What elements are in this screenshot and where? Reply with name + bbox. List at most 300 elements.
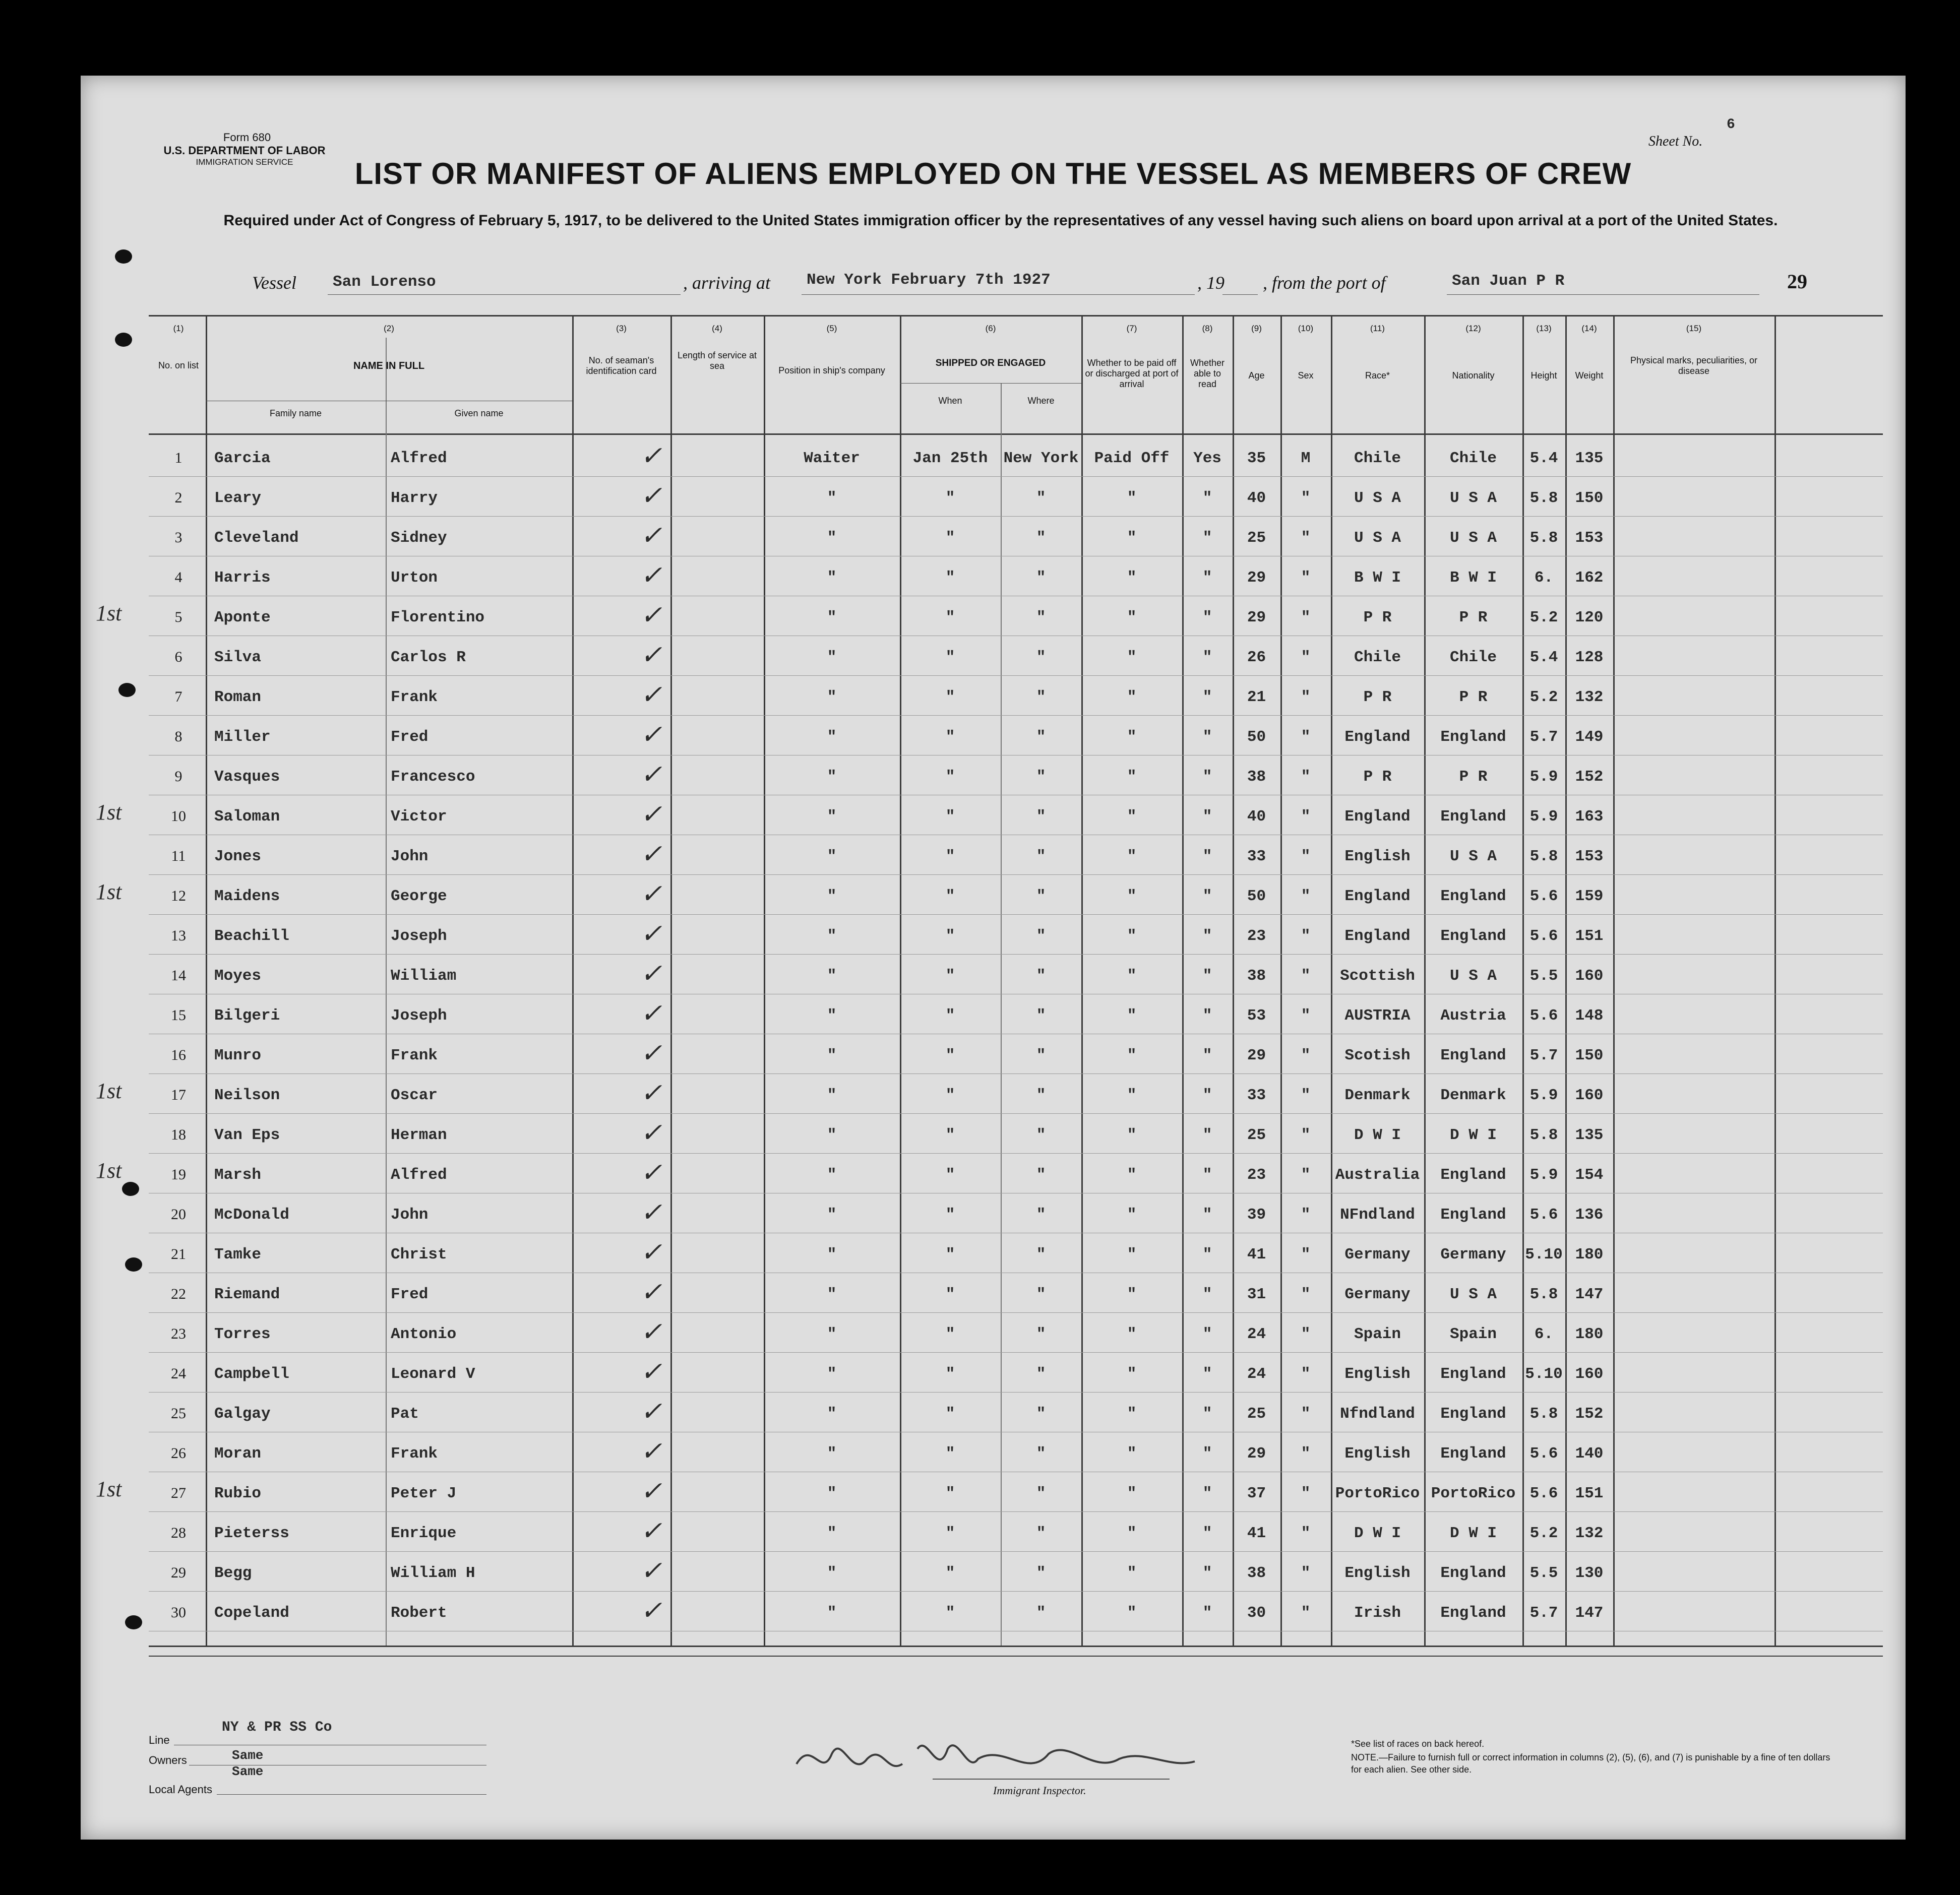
row-24-race: English <box>1344 1365 1411 1383</box>
row-14-age: 38 <box>1247 967 1266 985</box>
col-header-name: NAME IN FULL <box>353 360 425 371</box>
row-13-no: 13 <box>171 927 186 944</box>
row-26-family: Moran <box>214 1445 262 1463</box>
row-26-paid: " <box>1127 1445 1137 1463</box>
row-23-nationality: Spain <box>1449 1325 1497 1343</box>
row-15-race: AUSTRIA <box>1344 1007 1411 1025</box>
row-26-race: English <box>1344 1445 1411 1463</box>
row-14-nationality: U S A <box>1449 967 1497 985</box>
row-16-where: " <box>1036 1047 1046 1064</box>
row-19-race: Australia <box>1335 1166 1420 1184</box>
col-header-sex: Sex <box>1298 370 1314 381</box>
row-14-family: Moyes <box>214 967 262 985</box>
row-3-position: " <box>827 529 837 547</box>
row-28-position: " <box>827 1525 837 1542</box>
punch-hole <box>122 1182 139 1196</box>
row-6-where: " <box>1036 649 1046 666</box>
row-30-sex: " <box>1301 1604 1311 1622</box>
row-26-read: " <box>1202 1445 1212 1463</box>
col-header-family: Family name <box>269 408 322 418</box>
row-29-position: " <box>827 1564 837 1582</box>
row-14-weight: 160 <box>1575 967 1604 985</box>
row-23-when: " <box>945 1325 955 1343</box>
sheet-no-value: 6 <box>1727 117 1735 133</box>
row-15-age: 53 <box>1247 1007 1266 1025</box>
row-22-weight: 147 <box>1575 1286 1604 1303</box>
row-9-given: Francesco <box>391 768 475 786</box>
row-12-age: 50 <box>1247 888 1266 905</box>
col-9-number: (9) <box>1251 324 1262 333</box>
col-8-number: (8) <box>1202 324 1213 333</box>
row-15-family: Bilgeri <box>214 1007 280 1025</box>
row-21-where: " <box>1036 1246 1046 1264</box>
punch-hole <box>125 1257 142 1272</box>
row-20-read: " <box>1202 1206 1212 1224</box>
check-mark-icon: ✓ <box>640 601 662 630</box>
col-header-given: Given name <box>454 408 504 418</box>
row-24-family: Campbell <box>214 1365 289 1383</box>
row-18-race: D W I <box>1354 1126 1401 1144</box>
row-17-read: " <box>1202 1087 1212 1104</box>
check-mark-icon: ✓ <box>640 920 662 949</box>
row-17-paid: " <box>1127 1087 1137 1104</box>
row-14-sex: " <box>1301 967 1311 985</box>
check-mark-icon: ✓ <box>640 641 662 670</box>
row-14-when: " <box>945 967 955 985</box>
row-27-race: PortoRico <box>1335 1485 1420 1502</box>
row-24-weight: 160 <box>1575 1365 1604 1383</box>
row-10-where: " <box>1036 808 1046 826</box>
row-7-where: " <box>1036 688 1046 706</box>
row-18-no: 18 <box>171 1126 186 1143</box>
row-2-given: Harry <box>391 489 438 507</box>
row-10-nationality: England <box>1440 808 1506 826</box>
inspector-label: Immigrant Inspector. <box>993 1784 1086 1797</box>
row-24-sex: " <box>1301 1365 1311 1383</box>
row-30-nationality: England <box>1440 1604 1506 1622</box>
row-23-no: 23 <box>171 1325 186 1342</box>
row-5-race: P R <box>1363 609 1392 626</box>
row-5-no: 5 <box>174 609 182 625</box>
row-15-read: " <box>1202 1007 1212 1025</box>
margin-note: 1st <box>96 1477 122 1501</box>
row-21-when: " <box>945 1246 955 1264</box>
row-21-given: Christ <box>391 1246 447 1264</box>
row-28-nationality: D W I <box>1449 1525 1497 1542</box>
row-3-age: 25 <box>1247 529 1266 547</box>
row-16-nationality: England <box>1440 1047 1506 1064</box>
row-26-given: Frank <box>391 1445 438 1463</box>
service: IMMIGRATION SERVICE <box>196 157 293 167</box>
row-4-read: " <box>1202 569 1212 587</box>
row-27-family: Rubio <box>214 1485 262 1502</box>
owners-value: Same <box>232 1748 264 1763</box>
row-17-weight: 160 <box>1575 1087 1604 1104</box>
row-18-weight: 135 <box>1575 1126 1604 1144</box>
row-15-sex: " <box>1301 1007 1311 1025</box>
row-29-family: Begg <box>214 1564 252 1582</box>
row-30-weight: 147 <box>1575 1604 1604 1622</box>
check-mark-icon: ✓ <box>640 1517 662 1546</box>
row-5-position: " <box>827 609 837 626</box>
from-port: San Juan P R <box>1452 272 1565 290</box>
row-27-weight: 151 <box>1575 1485 1604 1502</box>
row-8-paid: " <box>1127 728 1137 746</box>
row-26-where: " <box>1036 1445 1046 1463</box>
col-header-paid: Whether to be paid off or discharged at port of arrival <box>1085 358 1179 389</box>
row-3-height: 5.8 <box>1529 529 1558 547</box>
row-24-age: 24 <box>1247 1365 1266 1383</box>
row-29-nationality: England <box>1440 1564 1506 1582</box>
row-11-no: 11 <box>171 848 186 864</box>
row-19-no: 19 <box>171 1166 186 1183</box>
row-30-given: Robert <box>391 1604 447 1622</box>
col-header-weight: Weight <box>1575 370 1604 381</box>
row-2-position: " <box>827 489 837 507</box>
row-11-height: 5.8 <box>1529 848 1558 865</box>
punch-hole <box>115 249 132 264</box>
row-27-nationality: PortoRico <box>1431 1485 1516 1502</box>
row-20-where: " <box>1036 1206 1046 1224</box>
col-11-number: (11) <box>1370 324 1385 333</box>
row-21-sex: " <box>1301 1246 1311 1264</box>
row-3-no: 3 <box>174 529 182 546</box>
row-26-height: 5.6 <box>1529 1445 1558 1463</box>
check-mark-icon: ✓ <box>640 960 662 988</box>
row-26-age: 29 <box>1247 1445 1266 1463</box>
row-25-family: Galgay <box>214 1405 271 1423</box>
row-6-position: " <box>827 649 837 666</box>
row-19-age: 23 <box>1247 1166 1266 1184</box>
row-18-nationality: D W I <box>1449 1126 1497 1144</box>
col-3-number: (3) <box>616 324 627 333</box>
row-6-read: " <box>1202 649 1212 666</box>
row-14-position: " <box>827 967 837 985</box>
row-25-where: " <box>1036 1405 1046 1423</box>
row-23-position: " <box>827 1325 837 1343</box>
row-1-given: Alfred <box>391 450 447 467</box>
row-10-family: Saloman <box>214 808 280 826</box>
row-26-when: " <box>945 1445 955 1463</box>
row-1-position: Waiter <box>804 450 860 467</box>
row-3-where: " <box>1036 529 1046 547</box>
row-17-sex: " <box>1301 1087 1311 1104</box>
row-15-no: 15 <box>171 1007 186 1024</box>
row-7-read: " <box>1202 688 1212 706</box>
row-25-weight: 152 <box>1575 1405 1604 1423</box>
row-7-position: " <box>827 688 837 706</box>
check-mark-icon: ✓ <box>640 721 662 749</box>
row-1-age: 35 <box>1247 450 1266 467</box>
col-header-age: Age <box>1248 370 1265 381</box>
row-6-family: Silva <box>214 649 262 666</box>
col-header-height: Height <box>1530 370 1557 381</box>
row-16-position: " <box>827 1047 837 1064</box>
row-29-race: English <box>1344 1564 1411 1582</box>
row-4-race: B W I <box>1354 569 1401 587</box>
row-22-nationality: U S A <box>1449 1286 1497 1303</box>
row-12-weight: 159 <box>1575 888 1604 905</box>
row-14-where: " <box>1036 967 1046 985</box>
row-27-sex: " <box>1301 1485 1311 1502</box>
row-22-paid: " <box>1127 1286 1137 1303</box>
row-25-read: " <box>1202 1405 1212 1423</box>
row-16-read: " <box>1202 1047 1212 1064</box>
punch-hole <box>115 333 132 347</box>
row-3-when: " <box>945 529 955 547</box>
col-4-number: (4) <box>712 324 722 333</box>
row-19-nationality: England <box>1440 1166 1506 1184</box>
row-19-sex: " <box>1301 1166 1311 1184</box>
row-21-read: " <box>1202 1246 1212 1264</box>
row-14-height: 5.5 <box>1529 967 1558 985</box>
row-11-paid: " <box>1127 848 1137 865</box>
row-11-position: " <box>827 848 837 865</box>
row-12-nationality: England <box>1440 888 1506 905</box>
row-11-where: " <box>1036 848 1046 865</box>
row-18-given: Herman <box>391 1126 447 1144</box>
col-header-physical: Physical marks, peculiarities, or disease <box>1630 355 1758 376</box>
penalty-note: NOTE.—Failure to furnish full or correct information in columns (2), (5), (6), and (7) is punishable by a fine of ten dollars for each alien. See other side. <box>1351 1752 1830 1775</box>
row-21-no: 21 <box>171 1246 186 1262</box>
row-5-when: " <box>945 609 955 626</box>
row-27-when: " <box>945 1485 955 1502</box>
vessel-label: Vessel <box>252 273 296 293</box>
row-4-given: Urton <box>391 569 438 587</box>
check-mark-icon: ✓ <box>640 561 662 590</box>
row-25-nationality: England <box>1440 1405 1506 1423</box>
row-18-when: " <box>945 1126 955 1144</box>
check-mark-icon: ✓ <box>640 1119 662 1148</box>
row-29-no: 29 <box>171 1564 186 1581</box>
row-29-height: 5.5 <box>1529 1564 1558 1582</box>
agents-value: Same <box>232 1764 264 1779</box>
check-mark-icon: ✓ <box>640 1358 662 1386</box>
arrival: New York February 7th 1927 <box>807 271 1051 289</box>
row-7-family: Roman <box>214 688 262 706</box>
row-13-nationality: England <box>1440 927 1506 945</box>
row-26-nationality: England <box>1440 1445 1506 1463</box>
row-6-race: Chile <box>1354 649 1401 666</box>
row-3-paid: " <box>1127 529 1137 547</box>
crew-table <box>81 76 1906 1840</box>
check-mark-icon: ✓ <box>640 761 662 789</box>
row-28-where: " <box>1036 1525 1046 1542</box>
row-15-paid: " <box>1127 1007 1137 1025</box>
row-11-family: Jones <box>214 848 262 865</box>
row-9-weight: 152 <box>1575 768 1604 786</box>
row-13-position: " <box>827 927 837 945</box>
row-22-given: Fred <box>391 1286 428 1303</box>
margin-note: 1st <box>96 879 122 904</box>
row-19-paid: " <box>1127 1166 1137 1184</box>
row-15-weight: 148 <box>1575 1007 1604 1025</box>
row-1-family: Garcia <box>214 450 271 467</box>
row-12-given: George <box>391 888 447 905</box>
row-25-race: Nfndland <box>1340 1405 1415 1423</box>
row-3-race: U S A <box>1354 529 1401 547</box>
inspector-signature <box>766 1724 1230 1794</box>
row-16-given: Frank <box>391 1047 438 1064</box>
row-13-family: Beachill <box>214 927 289 945</box>
check-mark-icon: ✓ <box>640 1278 662 1307</box>
row-9-position: " <box>827 768 837 786</box>
row-26-weight: 140 <box>1575 1445 1604 1463</box>
row-28-when: " <box>945 1525 955 1542</box>
row-28-no: 28 <box>171 1525 186 1541</box>
row-20-weight: 136 <box>1575 1206 1604 1224</box>
row-6-given: Carlos R <box>391 649 466 666</box>
row-16-height: 5.7 <box>1529 1047 1558 1064</box>
row-2-no: 2 <box>174 489 182 506</box>
check-mark-icon: ✓ <box>640 800 662 829</box>
row-30-height: 5.7 <box>1529 1604 1558 1622</box>
row-1-where: New York <box>1003 450 1079 467</box>
row-5-paid: " <box>1127 609 1137 626</box>
row-5-height: 5.2 <box>1529 609 1558 626</box>
row-21-age: 41 <box>1247 1246 1266 1264</box>
col-15-number: (15) <box>1686 324 1702 333</box>
sheet-no-label: Sheet No. <box>1648 134 1703 149</box>
row-26-no: 26 <box>171 1445 186 1462</box>
row-24-given: Leonard V <box>391 1365 475 1383</box>
row-22-when: " <box>945 1286 955 1303</box>
row-2-paid: " <box>1127 489 1137 507</box>
row-2-read: " <box>1202 489 1212 507</box>
line-label: Line <box>149 1734 170 1746</box>
row-9-height: 5.9 <box>1529 768 1558 786</box>
row-17-position: " <box>827 1087 837 1104</box>
row-5-given: Florentino <box>391 609 485 626</box>
row-12-family: Maidens <box>214 888 280 905</box>
row-26-position: " <box>827 1445 837 1463</box>
row-17-age: 33 <box>1247 1087 1266 1104</box>
row-25-given: Pat <box>391 1405 419 1423</box>
row-26-sex: " <box>1301 1445 1311 1463</box>
row-12-when: " <box>945 888 955 905</box>
row-7-no: 7 <box>174 688 182 705</box>
row-4-paid: " <box>1127 569 1137 587</box>
row-2-nationality: U S A <box>1449 489 1497 507</box>
row-9-read: " <box>1202 768 1212 786</box>
row-20-family: McDonald <box>214 1206 289 1224</box>
row-16-weight: 150 <box>1575 1047 1604 1064</box>
row-23-height: 6. <box>1534 1325 1554 1343</box>
row-20-paid: " <box>1127 1206 1137 1224</box>
check-mark-icon: ✓ <box>640 1437 662 1466</box>
row-16-when: " <box>945 1047 955 1064</box>
row-11-race: English <box>1344 848 1411 865</box>
row-20-height: 5.6 <box>1529 1206 1558 1224</box>
row-3-given: Sidney <box>391 529 447 547</box>
col-header-service: Length of service at sea <box>677 350 757 371</box>
row-10-age: 40 <box>1247 808 1266 826</box>
row-5-sex: " <box>1301 609 1311 626</box>
row-3-weight: 153 <box>1575 529 1604 547</box>
row-7-weight: 132 <box>1575 688 1604 706</box>
row-25-when: " <box>945 1405 955 1423</box>
row-18-read: " <box>1202 1126 1212 1144</box>
row-28-sex: " <box>1301 1525 1311 1542</box>
row-5-where: " <box>1036 609 1046 626</box>
row-23-weight: 180 <box>1575 1325 1604 1343</box>
check-mark-icon: ✓ <box>640 999 662 1028</box>
row-15-where: " <box>1036 1007 1046 1025</box>
col-1-number: (1) <box>173 324 184 333</box>
race-note: *See list of races on back hereof. <box>1351 1739 1485 1749</box>
row-11-nationality: U S A <box>1449 848 1497 865</box>
row-4-when: " <box>945 569 955 587</box>
agents-label: Local Agents <box>149 1783 212 1796</box>
row-3-read: " <box>1202 529 1212 547</box>
row-24-position: " <box>827 1365 837 1383</box>
row-17-nationality: Denmark <box>1440 1087 1506 1104</box>
row-24-height: 5.10 <box>1525 1365 1563 1383</box>
row-19-position: " <box>827 1166 837 1184</box>
row-25-position: " <box>827 1405 837 1423</box>
row-2-when: " <box>945 489 955 507</box>
row-24-when: " <box>945 1365 955 1383</box>
row-21-height: 5.10 <box>1525 1246 1563 1264</box>
row-12-position: " <box>827 888 837 905</box>
row-13-when: " <box>945 927 955 945</box>
row-4-position: " <box>827 569 837 587</box>
row-27-height: 5.6 <box>1529 1485 1558 1502</box>
row-16-race: Scotish <box>1344 1047 1411 1064</box>
margin-note: 1st <box>96 601 122 625</box>
row-29-paid: " <box>1127 1564 1137 1582</box>
row-8-race: England <box>1344 728 1411 746</box>
check-mark-icon: ✓ <box>640 840 662 869</box>
row-5-age: 29 <box>1247 609 1266 626</box>
row-1-read: Yes <box>1193 450 1221 467</box>
row-24-where: " <box>1036 1365 1046 1383</box>
row-20-position: " <box>827 1206 837 1224</box>
row-13-where: " <box>1036 927 1046 945</box>
row-29-weight: 130 <box>1575 1564 1604 1582</box>
row-22-sex: " <box>1301 1286 1311 1303</box>
row-25-age: 25 <box>1247 1405 1266 1423</box>
row-23-age: 24 <box>1247 1325 1266 1343</box>
row-27-where: " <box>1036 1485 1046 1502</box>
col-header-when: When <box>938 396 962 406</box>
col-7-number: (7) <box>1126 324 1137 333</box>
row-10-sex: " <box>1301 808 1311 826</box>
check-mark-icon: ✓ <box>640 482 662 511</box>
arriving-label: , arriving at <box>683 273 771 293</box>
check-mark-icon: ✓ <box>640 1198 662 1227</box>
col-13-number: (13) <box>1536 324 1552 333</box>
row-30-family: Copeland <box>214 1604 289 1622</box>
row-17-when: " <box>945 1087 955 1104</box>
row-15-when: " <box>945 1007 955 1025</box>
check-mark-icon: ✓ <box>640 880 662 909</box>
row-9-nationality: P R <box>1459 768 1488 786</box>
row-30-read: " <box>1202 1604 1212 1622</box>
row-11-sex: " <box>1301 848 1311 865</box>
row-3-nationality: U S A <box>1449 529 1497 547</box>
row-10-race: England <box>1344 808 1411 826</box>
row-28-weight: 132 <box>1575 1525 1604 1542</box>
row-25-paid: " <box>1127 1405 1137 1423</box>
row-28-read: " <box>1202 1525 1212 1542</box>
row-11-read: " <box>1202 848 1212 865</box>
check-mark-icon: ✓ <box>640 681 662 710</box>
row-20-when: " <box>945 1206 955 1224</box>
col-header-nationality: Nationality <box>1452 370 1495 381</box>
margin-note: 1st <box>96 1079 122 1103</box>
row-10-position: " <box>827 808 837 826</box>
